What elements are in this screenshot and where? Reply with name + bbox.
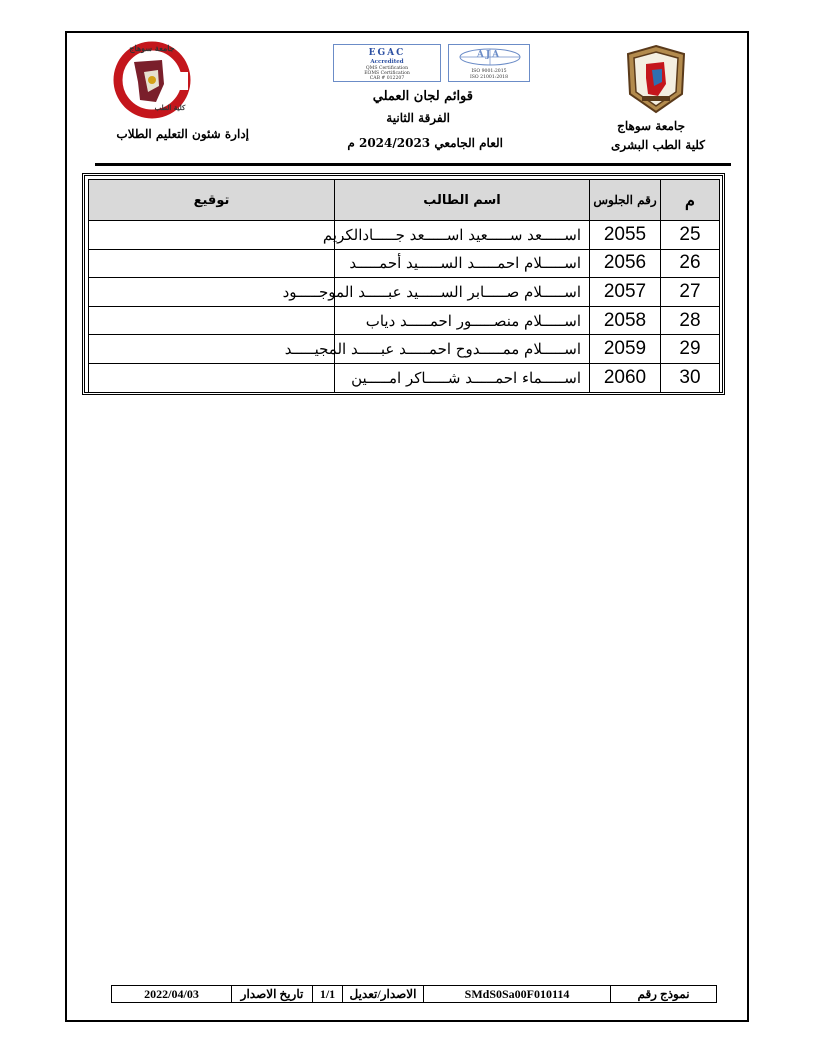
row-num: 27 (661, 278, 720, 307)
cert-egac-line3: EOMS Certification (364, 71, 410, 76)
svg-text:جامعة سوهاج: جامعة سوهاج (129, 43, 175, 53)
col-header-num: م (661, 180, 720, 221)
row-seat: 2058 (590, 306, 661, 335)
row-signature (89, 363, 335, 392)
form-number: SMdS0Sa00F010114 (423, 986, 610, 1002)
cert-egac-title: EGAC (368, 48, 406, 58)
revision-label: الاصدار/تعديل (342, 986, 423, 1002)
row-num: 29 (661, 335, 720, 364)
col-header-name: اسم الطالب (335, 180, 590, 221)
cert-aja-line1: ISO 9001:2015 (471, 69, 507, 74)
row-seat: 2055 (590, 221, 661, 250)
header-divider (95, 163, 731, 166)
row-signature (89, 221, 335, 250)
table-row (89, 278, 720, 307)
dept-name: إدارة شئون التعليم الطلاب (116, 127, 249, 141)
row-name: اســـــلام ممـــــدوح احمـــــد عبـــــد المجيـــــد (335, 335, 590, 364)
row-name: اســـــلام صـــــابر الســـــيد عبـــــد الموجـــــود (335, 278, 590, 307)
row-name: اســـــلام احمـــــد الســـــيد أحمـــــد (335, 249, 590, 278)
table-row (89, 221, 720, 250)
row-seat: 2060 (590, 363, 661, 392)
cert-egac-line2: QMS Certification (365, 66, 409, 71)
row-signature (89, 249, 335, 278)
revision-number: 1/1 (312, 986, 342, 1002)
col-header-seat: رقم الجلوس (590, 180, 661, 221)
cert-aja-line2: ISO 21001:2018 (469, 75, 509, 80)
col-header-signature: توقيع (89, 180, 335, 221)
logo-caption: كلية الطب (154, 103, 186, 112)
page-title: قوائم لجان العملي (372, 89, 473, 104)
row-signature (89, 306, 335, 335)
table-header-row (89, 180, 720, 221)
cert-egac-line1: Accredited (370, 59, 404, 65)
form-number-label: نموذج رقم (610, 986, 716, 1002)
aja-certification-badge (448, 44, 530, 82)
cert-aja-title: AJA (476, 50, 502, 60)
row-num: 30 (661, 363, 720, 392)
university-seal (624, 44, 688, 114)
table-row (89, 306, 720, 335)
students-table (82, 173, 725, 395)
row-name: اســـــعد ســـــعيد اســـــعد جـــــادالكريم (335, 221, 590, 250)
table-row (89, 249, 720, 278)
faculty-logo (104, 42, 200, 116)
table-row (89, 335, 720, 364)
table-row (89, 363, 720, 392)
row-seat: 2056 (590, 249, 661, 278)
row-seat: 2059 (590, 335, 661, 364)
faculty-name: كلية الطب البشرى (610, 138, 705, 152)
row-name: اســـــماء احمـــــد شـــــاكر امـــــين (335, 363, 590, 392)
academic-year: العام الجامعي 2024/2023 م (347, 136, 503, 150)
row-name: اســـــلام منصـــــور احمـــــد دياب (335, 306, 590, 335)
row-seat: 2057 (590, 278, 661, 307)
row-num: 25 (661, 221, 720, 250)
row-num: 28 (661, 306, 720, 335)
cert-egac-line4: CAB # 012207 (369, 76, 405, 81)
issue-date: 2022/04/03 (144, 987, 199, 1001)
issue-date-label: تاريخ الاصدار (231, 986, 312, 1002)
form-info-footer (111, 985, 717, 1003)
university-name: جامعة سوهاج (617, 119, 685, 133)
egac-certification-badge (333, 44, 441, 82)
row-num: 26 (661, 249, 720, 278)
grade-label: الفرقة الثانية (386, 111, 450, 125)
